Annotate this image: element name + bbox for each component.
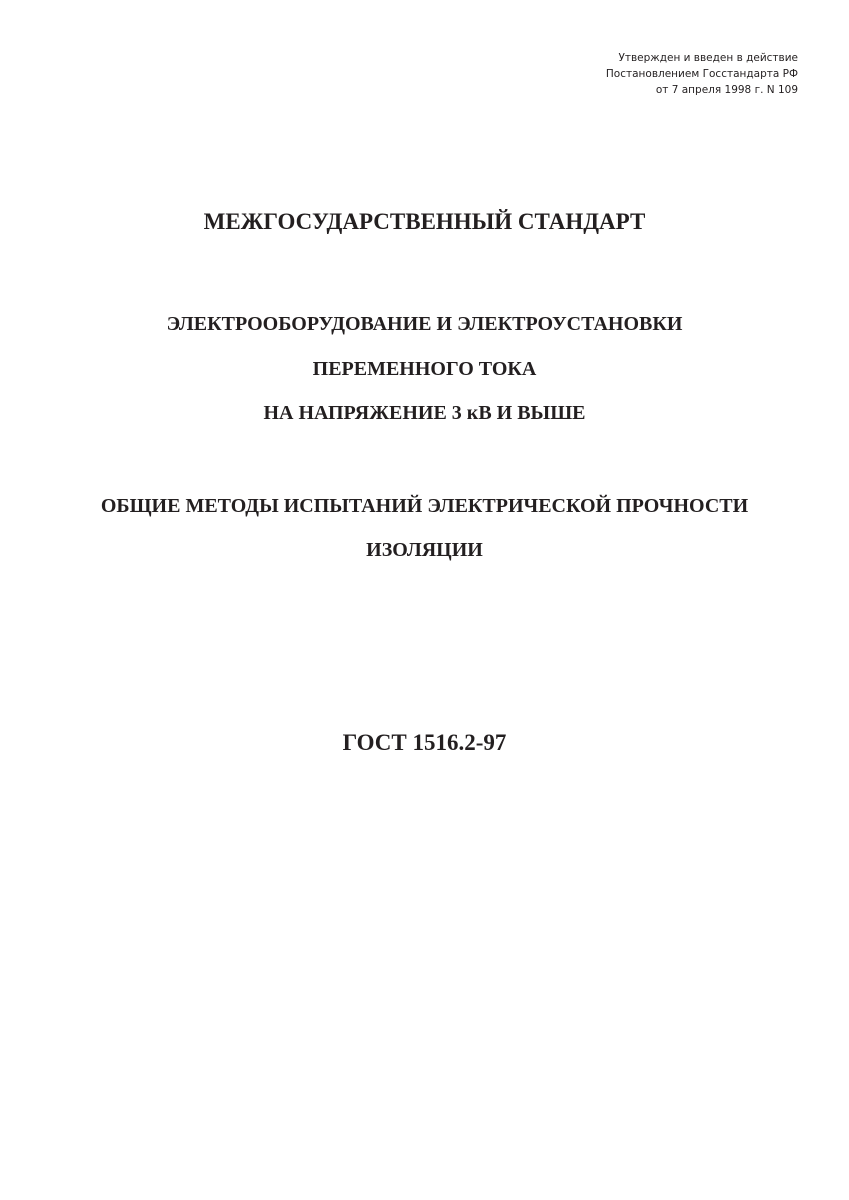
standard-type-text: МЕЖГОСУДАРСТВЕННЫЙ СТАНДАРТ <box>203 209 646 234</box>
approval-note <box>478 50 798 98</box>
subject-heading <box>0 302 849 436</box>
approval-line: от 7 апреля 1998 г. N 109 <box>655 84 798 96</box>
methods-heading <box>0 484 849 572</box>
standard-type-heading <box>0 205 849 239</box>
subject-line: ЭЛЕКТРООБОРУДОВАНИЕ И ЭЛЕКТРОУСТАНОВКИ <box>166 313 683 335</box>
designation-text: ГОСТ 1516.2-97 <box>342 730 507 755</box>
subject-line: НА НАПРЯЖЕНИЕ 3 кВ И ВЫШЕ <box>263 402 586 424</box>
approval-line: Утвержден и введен в действие <box>618 52 798 64</box>
subject-line: ПЕРЕМЕННОГО ТОКА <box>312 357 537 380</box>
standard-designation <box>0 726 849 760</box>
approval-line: Постановлением Госстандарта РФ <box>605 68 798 80</box>
methods-line: ИЗОЛЯЦИИ <box>366 539 483 561</box>
methods-line: ОБЩИЕ МЕТОДЫ ИСПЫТАНИЙ ЭЛЕКТРИЧЕСКОЙ ПРОЧНОСТИ <box>100 495 749 517</box>
